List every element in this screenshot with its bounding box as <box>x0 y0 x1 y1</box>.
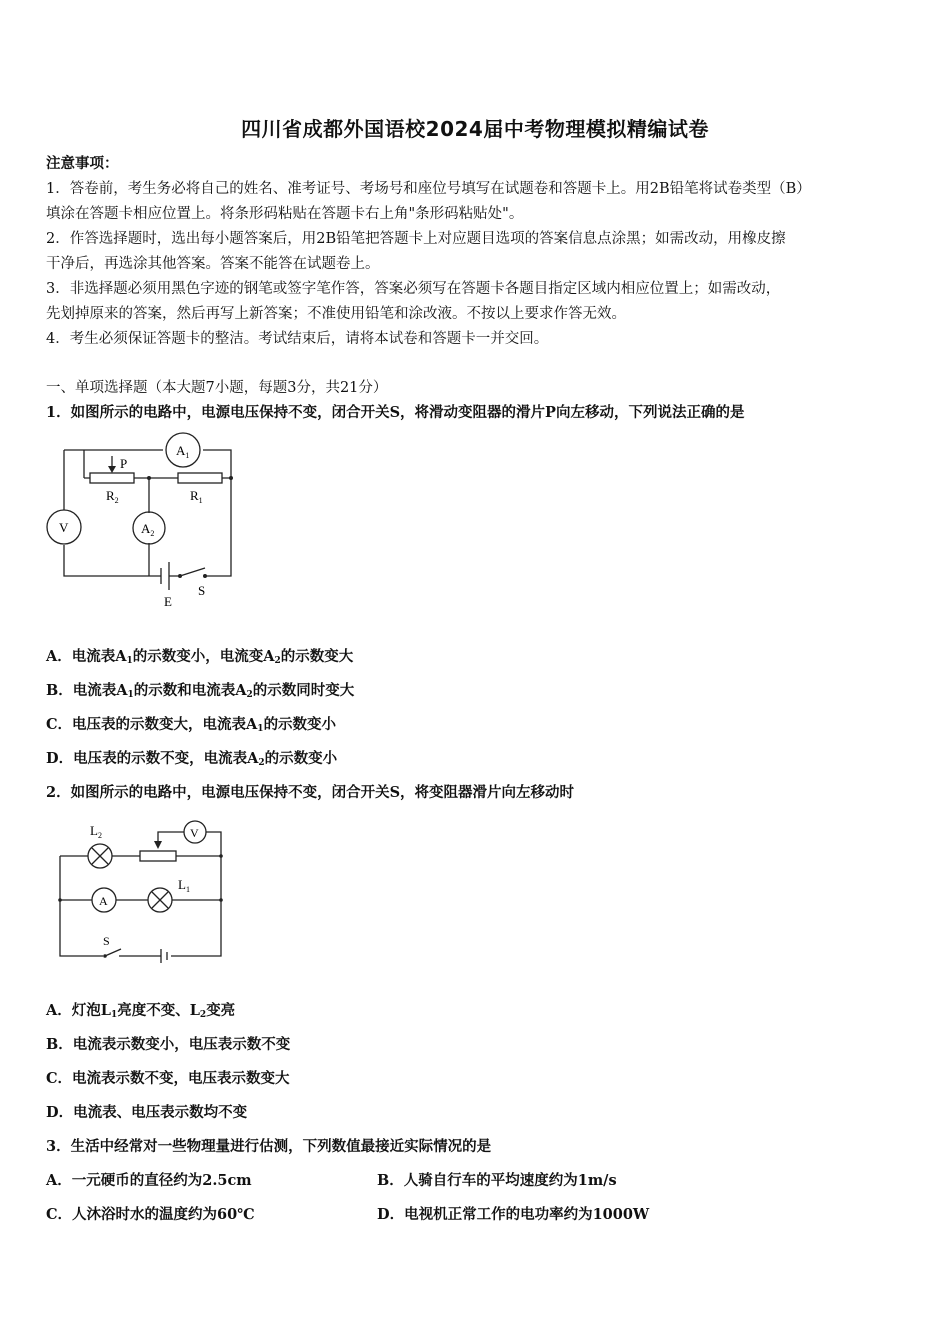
notice-line: 3．非选择题必须用黑色字迹的钢笔或签字笔作答，答案必须写在答题卡各题目指定区域内相应位置上；如需改动， <box>46 281 781 297</box>
q2-option-b[interactable]: B．电流表示数变小，电压表示数不变 <box>46 1036 291 1053</box>
battery-e-label: E <box>164 594 172 609</box>
ammeter-a2-label: $A_2$ <box>141 521 155 538</box>
notice-line: 干净后，再选涂其他答案。答案不能答在试题卷上。 <box>46 256 380 272</box>
q1-option-c[interactable]: C．电压表的示数变大，电流表$A_1$的示数变小 <box>46 716 337 734</box>
q1-option-d[interactable]: D．电压表的示数不变，电流表$A_2$的示数变小 <box>46 750 338 768</box>
lamp-l1-label: $L_1$ <box>178 877 190 894</box>
notice-line: 1．答卷前，考生务必将自己的姓名、准考证号、考场号和座位号填写在试题卷和答题卡上。用2B铅笔将试卷类型（B） <box>46 181 811 197</box>
q2-circuit-diagram <box>45 815 245 970</box>
switch-s-label: S <box>198 583 206 598</box>
q2-option-a[interactable]: A．灯泡$L_1$亮度不变、$L_2$变亮 <box>46 1002 236 1020</box>
ammeter-a-label: A <box>99 894 108 908</box>
q3-option-a[interactable]: A．一元硬币的直径约为2.5cm <box>46 1172 252 1189</box>
switch-s-label: S <box>103 934 110 948</box>
q1-circuit-diagram <box>40 430 250 615</box>
notice-line: 2．作答选择题时，选出每小题答案后，用2B铅笔把答题卡上对应题目选项的答案信息点涂黑；如需改动，用橡皮擦 <box>46 231 786 247</box>
q1-option-b[interactable]: B．电流表$A_1$的示数和电流表$A_2$的示数同时变大 <box>46 682 355 700</box>
voltmeter-v-label: V <box>59 520 69 535</box>
section-heading: 一、单项选择题（本大题7小题，每题3分，共21分） <box>46 380 388 396</box>
ammeter-a1-label: $A_1$ <box>176 443 190 460</box>
q2-option-d[interactable]: D．电流表、电压表示数均不变 <box>46 1104 248 1121</box>
voltmeter-v-label: V <box>190 826 199 840</box>
lamp-l2-label: $L_2$ <box>90 823 102 840</box>
q1-stem: 1．如图所示的电路中，电源电压保持不变，闭合开关S，将滑动变阻器的滑片P向左移动，下列说法正确的是 <box>46 404 745 421</box>
q3-stem: 3．生活中经常对一些物理量进行估测，下列数值最接近实际情况的是 <box>46 1138 492 1155</box>
q2-stem: 2．如图所示的电路中，电源电压保持不变，闭合开关S，将变阻器滑片向左移动时 <box>46 784 575 801</box>
q3-option-b[interactable]: B．人骑自行车的平均速度约为1m/s <box>377 1172 617 1189</box>
q3-option-c[interactable]: C．人沐浴时水的温度约为60℃ <box>46 1206 255 1223</box>
slider-p-label: P <box>120 456 128 471</box>
notice-line: 填涂在答题卡相应位置上。将条形码粘贴在答题卡右上角"条形码粘贴处"。 <box>46 206 524 222</box>
resistor-r1-label: $R_1$ <box>190 488 203 505</box>
q2-option-c[interactable]: C．电流表示数不变，电压表示数变大 <box>46 1070 290 1087</box>
page-title: 四川省成都外国语校2024届中考物理模拟精编试卷 <box>241 117 709 141</box>
notice-line: 4．考生必须保证答题卡的整洁。考试结束后，请将本试卷和答题卡一并交回。 <box>46 331 549 347</box>
notice-line: 先划掉原来的答案，然后再写上新答案；不准使用铅笔和涂改液。不按以上要求作答无效。 <box>46 306 626 322</box>
notice-heading: 注意事项： <box>46 155 119 172</box>
resistor-r2-label: $R_2$ <box>106 488 119 505</box>
q3-option-d[interactable]: D．电视机正常工作的电功率约为1000W <box>377 1206 650 1223</box>
q1-option-a[interactable]: A．电流表$A_1$的示数变小，电流变$A_2$的示数变大 <box>46 648 354 666</box>
